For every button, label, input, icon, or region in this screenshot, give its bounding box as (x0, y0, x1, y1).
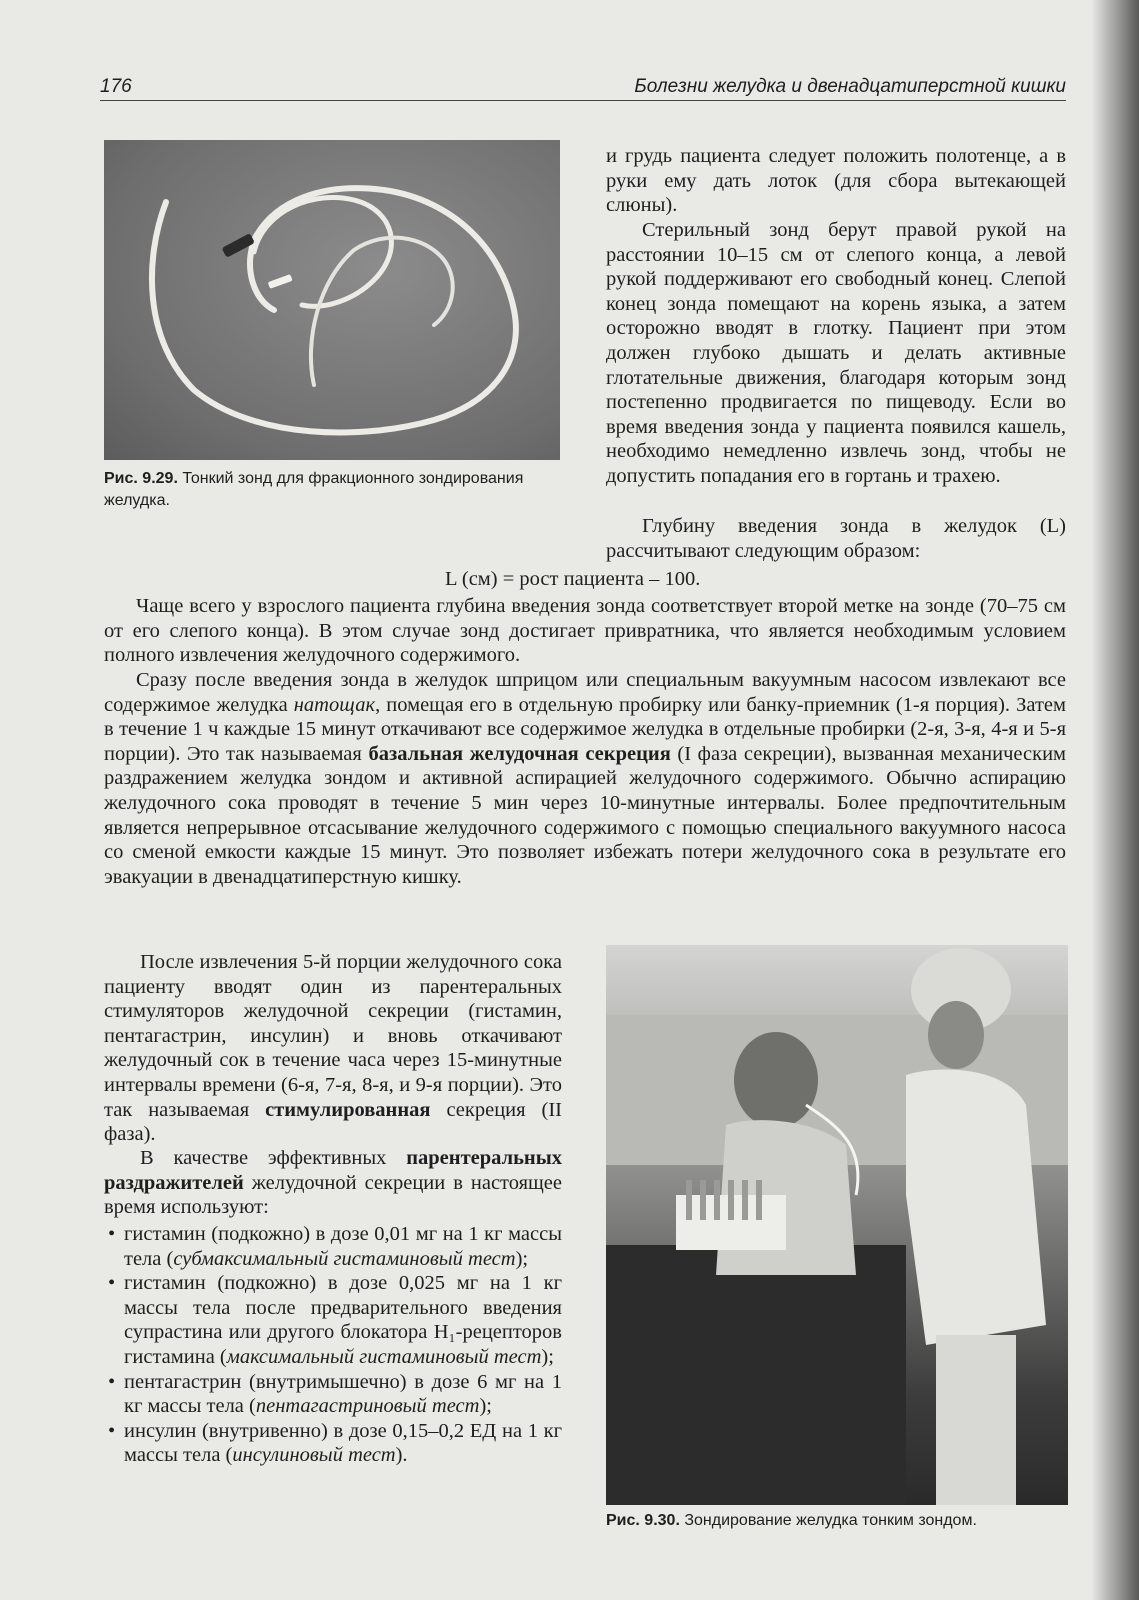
gastric-probing-illustration (606, 945, 1068, 1505)
emphasis: натощак (293, 693, 376, 716)
list-item-tail: ). (395, 1444, 408, 1467)
paragraph (104, 594, 1066, 668)
paragraph-text: секреция (II фаза). (104, 1098, 562, 1146)
list-item-text: инсулин (внутривенно) в дозе 0,15–0,2 ЕД на 1 кг массы тела ( (124, 1419, 562, 1467)
page-number: 176 (100, 76, 132, 97)
paragraph-text: Стерильный зонд берут правой рукой на расстоянии 10–15 см от слепого конца, а левой рукой поддерживают его свободный конец. Слепой конец зонда помещают на корень языка, а затем осторожно вводят в глотку. Пациент при этом должен глубоко дышать и делать активные глотательные движения, благодаря которым зонд постепенно продвигается по пищеводу. Если во время введения зонда у пациента появился кашель, необходимо немедленно извлечь зонд, чтобы не допустить попадания его в гортань и трахею. (606, 219, 1066, 487)
figure-number: Рис. 9.29. (104, 470, 178, 487)
figure-caption-9-30 (606, 1510, 1036, 1532)
paragraph-text: желудочной секреции в настоящее время используют: (104, 1171, 562, 1219)
paragraph-text: , помещая его в отдельную пробирку или банку-приемник (1-я порция). Затем в течение 1 ч каждые 15 минут откачивают все содержимое желудка в отдельные пробирки (2-я, 3-я, 4-я и 5-я порции). Это так называемая (104, 693, 1066, 765)
depth-formula: L (см) = рост пациента – 100. (445, 568, 701, 590)
term: базальная желудочная секреция (368, 742, 671, 765)
bullet-icon: • (108, 1419, 116, 1442)
running-header (100, 76, 1066, 101)
bullet-icon: • (108, 1370, 116, 1393)
paragraph-text: Чаще всего у взрослого пациента глубина введения зонда соответствует второй метке на зонде (70–75 см от его слепого конца). В этом случае зонд достигает привратника, что является необходимым условием полного извлечения желудочного содержимого. (104, 595, 1066, 667)
figure-patient-photo (606, 945, 1068, 1505)
stimulant-list (104, 1222, 562, 1468)
bullet-icon: • (108, 1223, 116, 1245)
list-item-tail: ); (541, 1345, 554, 1368)
test-name: субмаксимальный гистаминовый тест (173, 1247, 516, 1270)
paragraph-text: В качестве эффективных (140, 1147, 407, 1169)
list-item-text: гистамин (подкожно) в дозе 0,025 мг на 1 кг массы тела после предварительного введения супрастина или другого блокатора H₁-рецепторов гистамина ( (124, 1272, 562, 1368)
list-item-tail: ); (479, 1395, 492, 1418)
test-name: максимальный гистаминовый тест (226, 1345, 542, 1368)
list-item (104, 1419, 562, 1468)
figure-tube-photo (104, 140, 560, 460)
paragraph (104, 668, 1066, 889)
list-item (104, 1222, 562, 1271)
paragraph: и грудь пациента следует положить полотенце, а в руки ему дать лоток (для сбора вытекающей слюны). (606, 145, 1066, 217)
list-item-text: гистамин (подкожно) в дозе 0,01 мг на 1 кг массы тела ( (124, 1223, 562, 1270)
bullet-icon: • (108, 1272, 116, 1295)
figure-caption-text: Тонкий зонд для фракционного зондирования желудка. (104, 470, 524, 509)
paragraph (606, 218, 1066, 489)
running-title: Болезни желудка и двенадцатиперстной кишки (634, 76, 1066, 97)
page-edge-shadow (1091, 0, 1139, 1600)
figure-caption-9-29 (104, 468, 544, 512)
term: парентеральных раздражителей (104, 1147, 562, 1194)
figure-number: Рис. 9.30. (606, 1512, 680, 1529)
thin-tube-illustration (104, 140, 560, 460)
paragraph-text: Сразу после введения зонда в желудок шприцом или специальным вакуумным насосом извлекают все содержимое желудка (104, 669, 1066, 716)
test-name: пентагастриновый тест (255, 1395, 480, 1418)
list-item (104, 1271, 562, 1369)
paragraph-text: После извлечения 5-й порции желудочного сока пациенту вводят один из парентеральных стимуляторов желудочной секреции (гистамин, пентагастрин, инсулин) и вновь откачивают желудочный сок в течение часа через 15-минутные интервалы времени (6-я, 7-я, 8-я, и 9-я порции). Это так называемая (104, 951, 562, 1121)
paragraph (104, 1146, 562, 1220)
paragraph-text: Глубину введения зонда в желудок (L) рассчитывают следующим образом: (606, 515, 1066, 562)
list-item (104, 1370, 562, 1419)
paragraph (104, 950, 562, 1147)
paragraph (606, 514, 1066, 563)
term: стимулированная (265, 1098, 431, 1121)
list-item-tail: ); (515, 1247, 529, 1270)
test-name: инсулиновый тест (232, 1444, 396, 1467)
list-item-text: пентагастрин (внутримышечно) в дозе 6 мг на 1 кг массы тела ( (124, 1370, 562, 1418)
figure-caption-text: Зондирование желудка тонким зондом. (684, 1512, 977, 1529)
paragraph-text: (I фаза секреции), вызванная механическим раздражением желудка зондом и активной аспирацией желудочного содержимого. Обычно аспирацию желудочного сока проводят в течение 5 мин через 10-минутные интервалы. Более предпочтительным является непрерывное отсасывание желудочного содержимого с помощью специального вакуумного насоса со сменой емкости каждые 15 минут. Это позволяет избежать потери желудочного сока в результате его эвакуации в двенадцатиперстную кишку. (104, 742, 1067, 888)
